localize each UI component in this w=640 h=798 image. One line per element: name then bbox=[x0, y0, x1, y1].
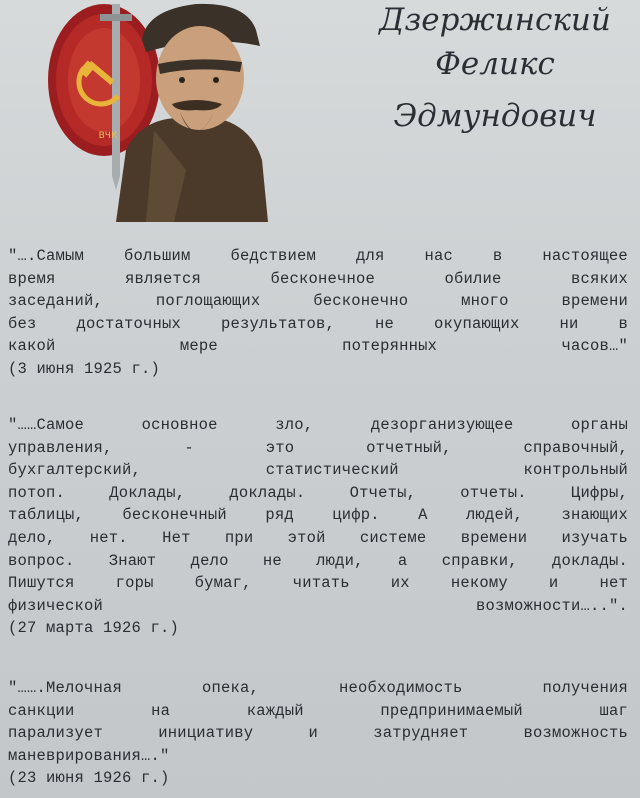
quote-line: без достаточных результатов, не окупающих ни в bbox=[8, 314, 628, 333]
quote-line: парализует инициативу и затрудняет возможность bbox=[8, 724, 628, 743]
quote-line: вопрос. Знают дело не люди, а справки, доклады. bbox=[8, 551, 628, 570]
emblem-text: ВЧК bbox=[98, 131, 118, 141]
quote-line: санкции на каждый предпринимаемый шаг bbox=[8, 701, 628, 720]
quote-2 bbox=[8, 414, 628, 640]
quote-line: "….Самым большим бедствием для нас в настоящее bbox=[8, 247, 628, 265]
quote-line: управления, - это отчетный, справочный, bbox=[8, 438, 628, 457]
quote-line: маневрирования…." bbox=[8, 746, 170, 765]
quote-line: физической возможности…..". bbox=[8, 596, 628, 615]
quote-line: потоп. Доклады, доклады. Отчеты, отчеты. Цифры, bbox=[8, 483, 628, 502]
quote-line: время является бесконечное обилие всяких bbox=[8, 269, 628, 288]
quote-line: "…….Мелочная опека, необходимость получения bbox=[8, 679, 628, 697]
quote-line: Пишутся горы бумаг, читать их некому и нет bbox=[8, 574, 628, 593]
quote-1 bbox=[8, 245, 628, 381]
quote-line: заседаний, поглощающих бесконечно много времени bbox=[8, 292, 628, 311]
quote-3 bbox=[8, 677, 628, 790]
quote-line: "……Самое основное зло, дезорганизующее органы bbox=[8, 416, 628, 434]
quote-date: (27 марта 1926 г.) bbox=[8, 619, 180, 638]
surname: Дзержинский bbox=[379, 2, 611, 38]
quote-date: (23 июня 1926 г.) bbox=[8, 769, 170, 788]
quote-line: бухгалтерский, статистический контрольный bbox=[8, 461, 628, 480]
portrait-with-cheka-emblem bbox=[46, 0, 272, 222]
quote-line: дело, нет. Нет при этой системе времени изучать bbox=[8, 528, 628, 547]
quote-line: таблицы, бесконечный ряд цифр. А людей, знающих bbox=[8, 506, 628, 525]
first-name: Феликс bbox=[435, 46, 555, 82]
patronymic: Эдмундович bbox=[393, 98, 597, 134]
quote-line: какой мере потерянных часов…" bbox=[8, 337, 628, 356]
quote-date: (3 июня 1925 г.) bbox=[8, 359, 161, 378]
